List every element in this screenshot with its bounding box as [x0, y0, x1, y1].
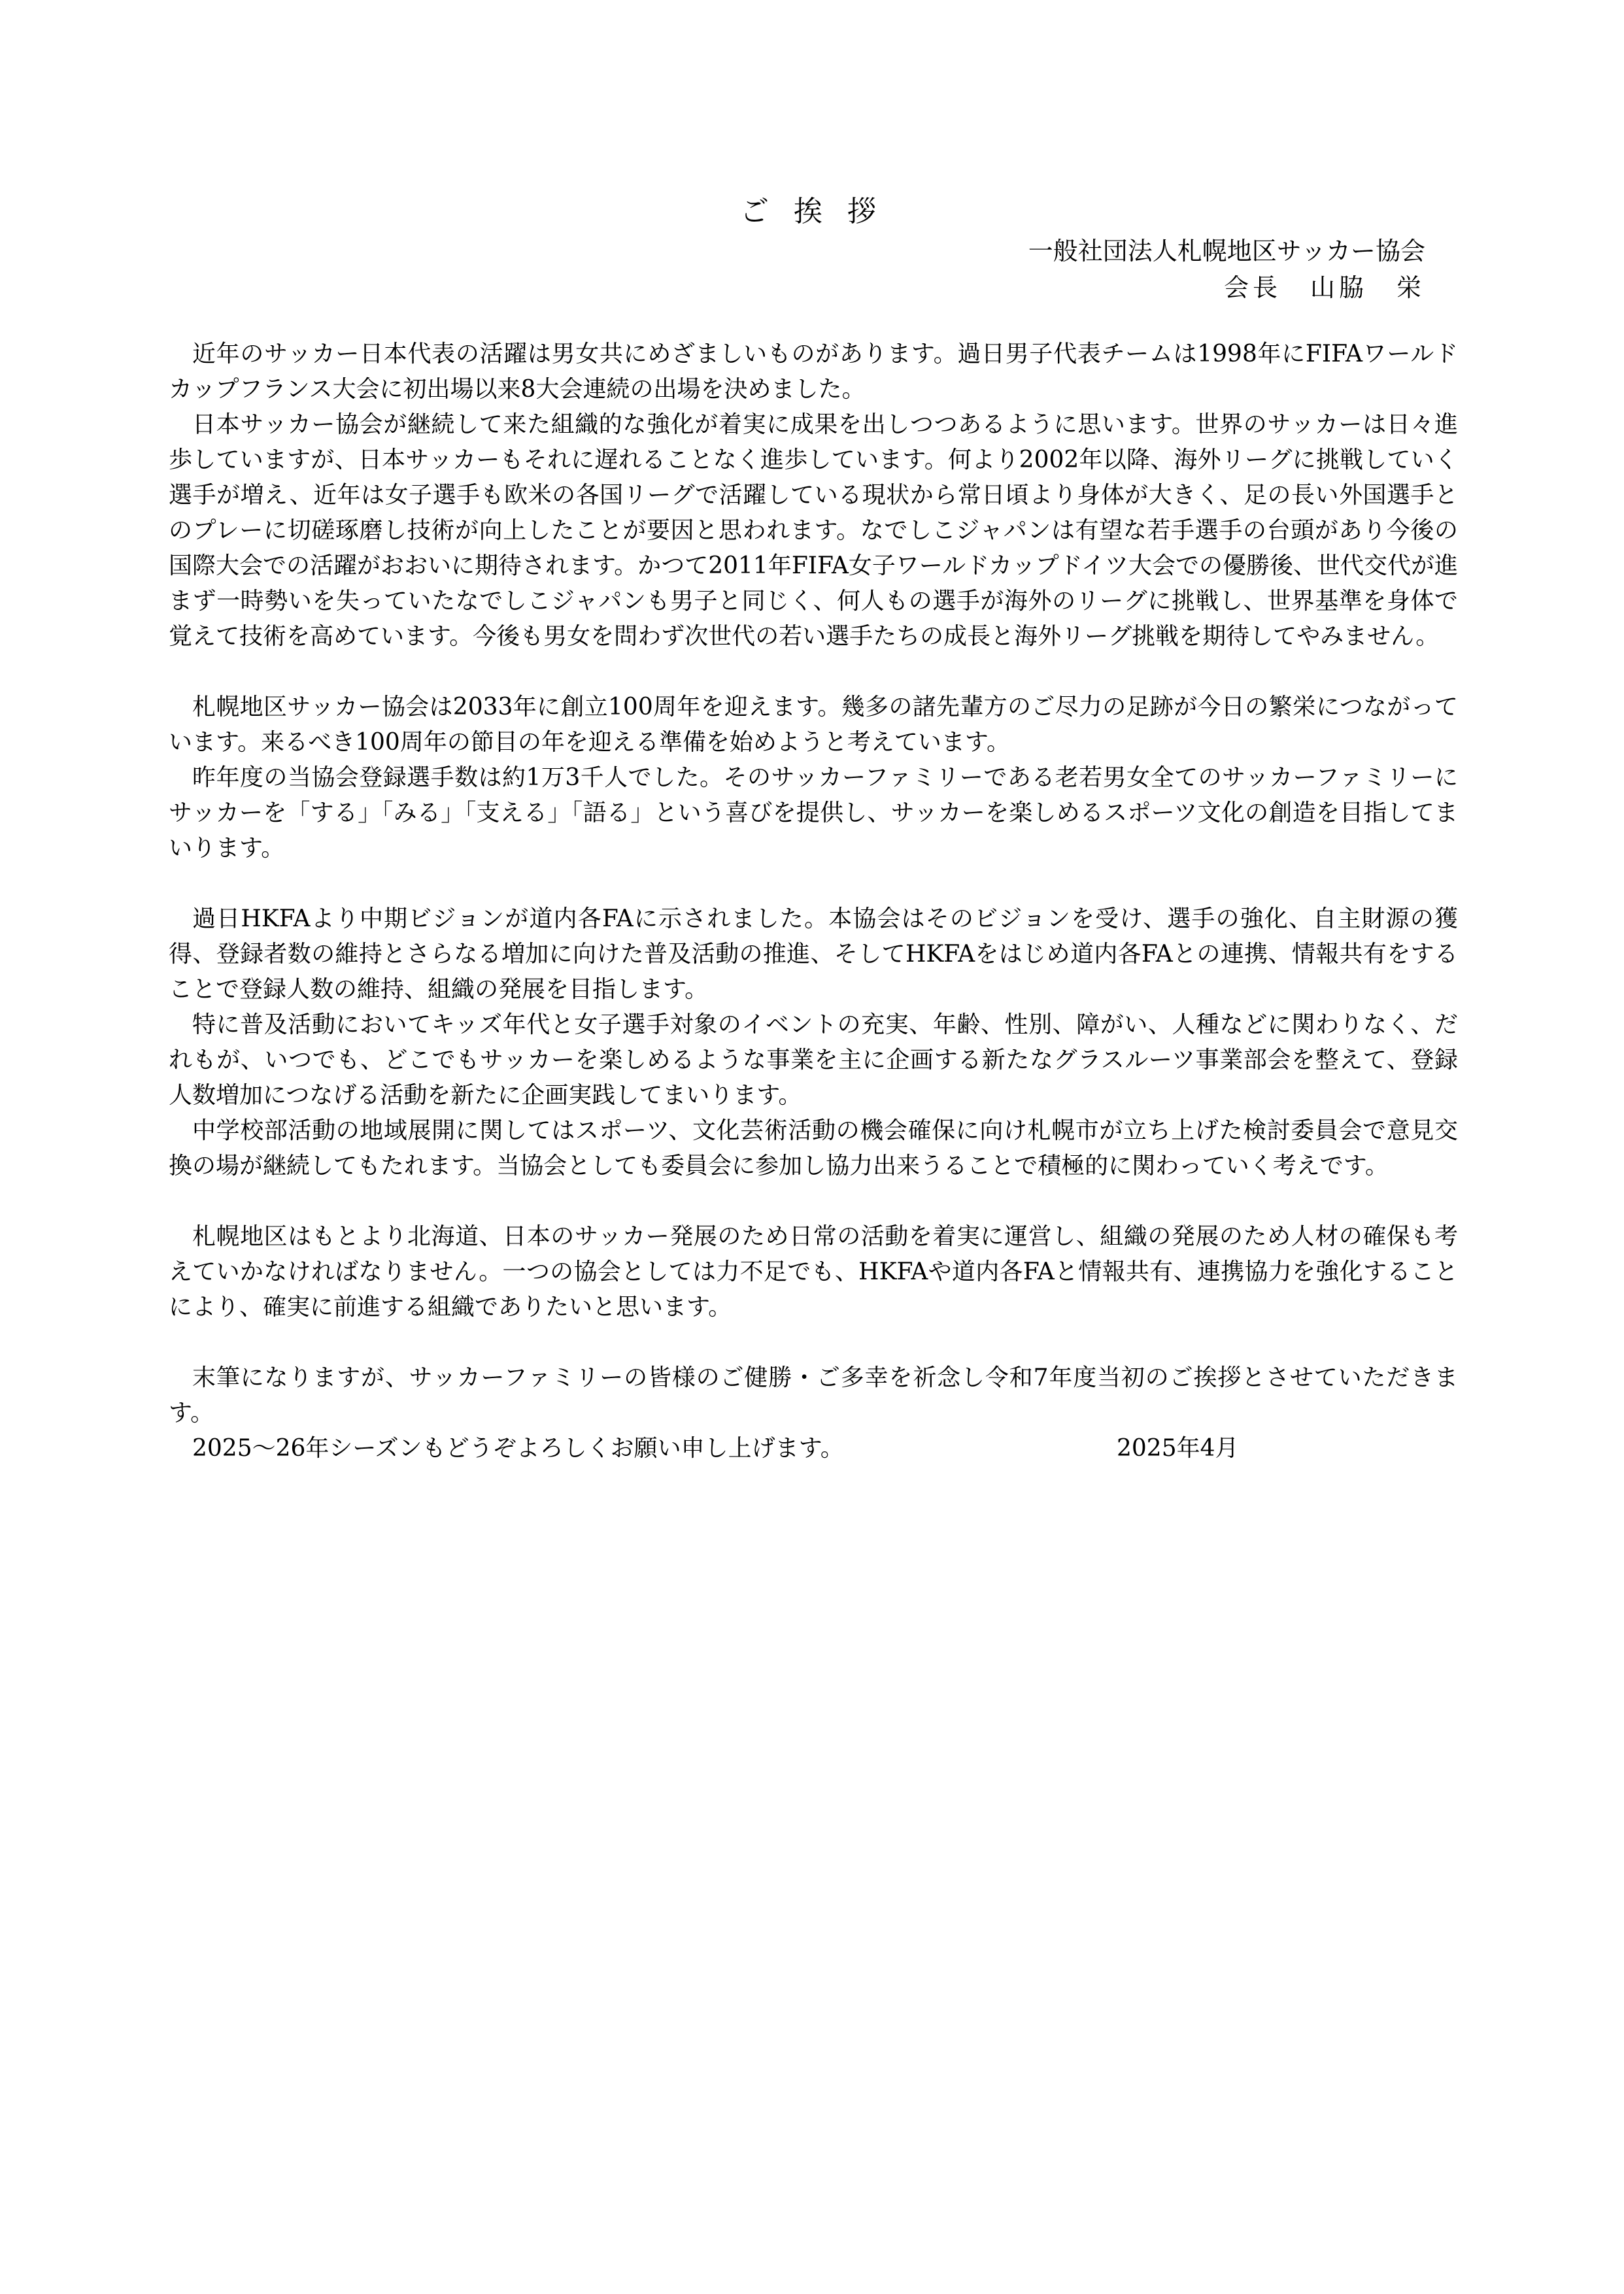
- paragraph-gap: [169, 1184, 1458, 1219]
- paragraph: 日本サッカー協会が継続して来た組織的な強化が着実に成果を出しつつあるように思います。世界のサッカーは日々進歩していますが、日本サッカーもそれに遅れることなく進歩しています。何より2002年以降、海外リーグに挑戦していく選手が増え、近年は女子選手も欧米の各国リーグで活躍している現状から常日頃より身体が大きく、足の長い外国選手とのプレーに切磋琢磨し技術が向上したことが要因と思われます。なでしこジャパンは有望な若手選手の台頭があり今後の国際大会での活躍がおおいに期待されます。かつて2011年FIFA女子ワールドカップドイツ大会での優勝後、世代交代が進まず一時勢いを失っていたなでしこジャパンも男子と同じく、何人もの選手が海外のリーグに挑戦し、世界基準を身体で覚えて技術を高めています。今後も男女を問わず次世代の若い選手たちの成長と海外リーグ挑戦を期待してやみません。: [169, 411, 1458, 650]
- paragraph-gap: [169, 654, 1458, 690]
- document-date: 2025年4月: [1117, 1435, 1239, 1462]
- paragraph: 昨年度の当協会登録選手数は約1万3千人でした。そのサッカーファミリーである老若男女全てのサッカーファミリーにサッカーを「する」「みる」「支える」「語る」という喜びを提供し、サッカーを楽しめるスポーツ文化の創造を目指してまいります。: [169, 764, 1458, 862]
- paragraph: 札幌地区はもとより北海道、日本のサッカー発展のため日常の活動を着実に運営し、組織の発展のため人材の確保も考えていかなければなりません。一つの協会としては力不足でも、HKFAや道内各FAと情報共有、連携協力を強化することにより、確実に前進する組織でありたいと思います。: [169, 1223, 1458, 1321]
- closing-line: 2025～26年シーズンもどうぞよろしくお願い申し上げます。: [192, 1435, 844, 1462]
- paragraph: 中学校部活動の地域展開に関してはスポーツ、文化芸術活動の機会確保に向け札幌市が立ち上げた検討委員会で意見交換の場が継続してもたれます。当協会としても委員会に参加し協力出来うることで積極的に関わっていく考えです。: [169, 1117, 1458, 1179]
- paragraph: 札幌地区サッカー協会は2033年に創立100周年を迎えます。幾多の諸先輩方のご尽力の足跡が今日の繁栄につながっています。来るべき100周年の節目の年を迎える準備を始めようと考えています。: [169, 694, 1458, 756]
- author-name: 会長 山脇 栄: [1223, 273, 1425, 302]
- paragraph: 末筆になりますが、サッカーファミリーの皆様のご健勝・ご多幸を祈念し令和7年度当初のご挨拶とさせていただきます。: [169, 1364, 1458, 1426]
- paragraph: 特に普及活動においてキッズ年代と女子選手対象のイベントの充実、年齢、性別、障がい、人種などに関わりなく、だれもが、いつでも、どこでもサッカーを楽しめるような事業を主に企画する新たなグラスルーツ事業部会を整えて、登録人数増加につなげる活動を新たに企画実践してまいります。: [169, 1011, 1458, 1109]
- paragraph: 近年のサッカー日本代表の活躍は男女共にめざましいものがあります。過日男子代表チームは1998年にFIFAワールドカップフランス大会に初出場以来8大会連続の出場を決めました。: [169, 341, 1458, 403]
- paragraph-gap: [169, 1325, 1458, 1360]
- paragraph: 過日HKFAより中期ビジョンが道内各FAに示されました。本協会はそのビジョンを受け、選手の強化、自主財源の獲得、登録者数の維持とさらなる増加に向けた普及活動の推進、そしてHKFAをはじめ道内各FAとの連携、情報共有をすることで登録人数の維持、組織の発展を目指します。: [169, 905, 1458, 1003]
- body-text: [169, 337, 1458, 1466]
- closing-row: [169, 1431, 1458, 1466]
- organization-name: 一般社団法人札幌地区サッカー協会: [1028, 237, 1425, 265]
- page-title: ご 挨 拶: [740, 195, 884, 228]
- paragraph-gap: [169, 866, 1458, 902]
